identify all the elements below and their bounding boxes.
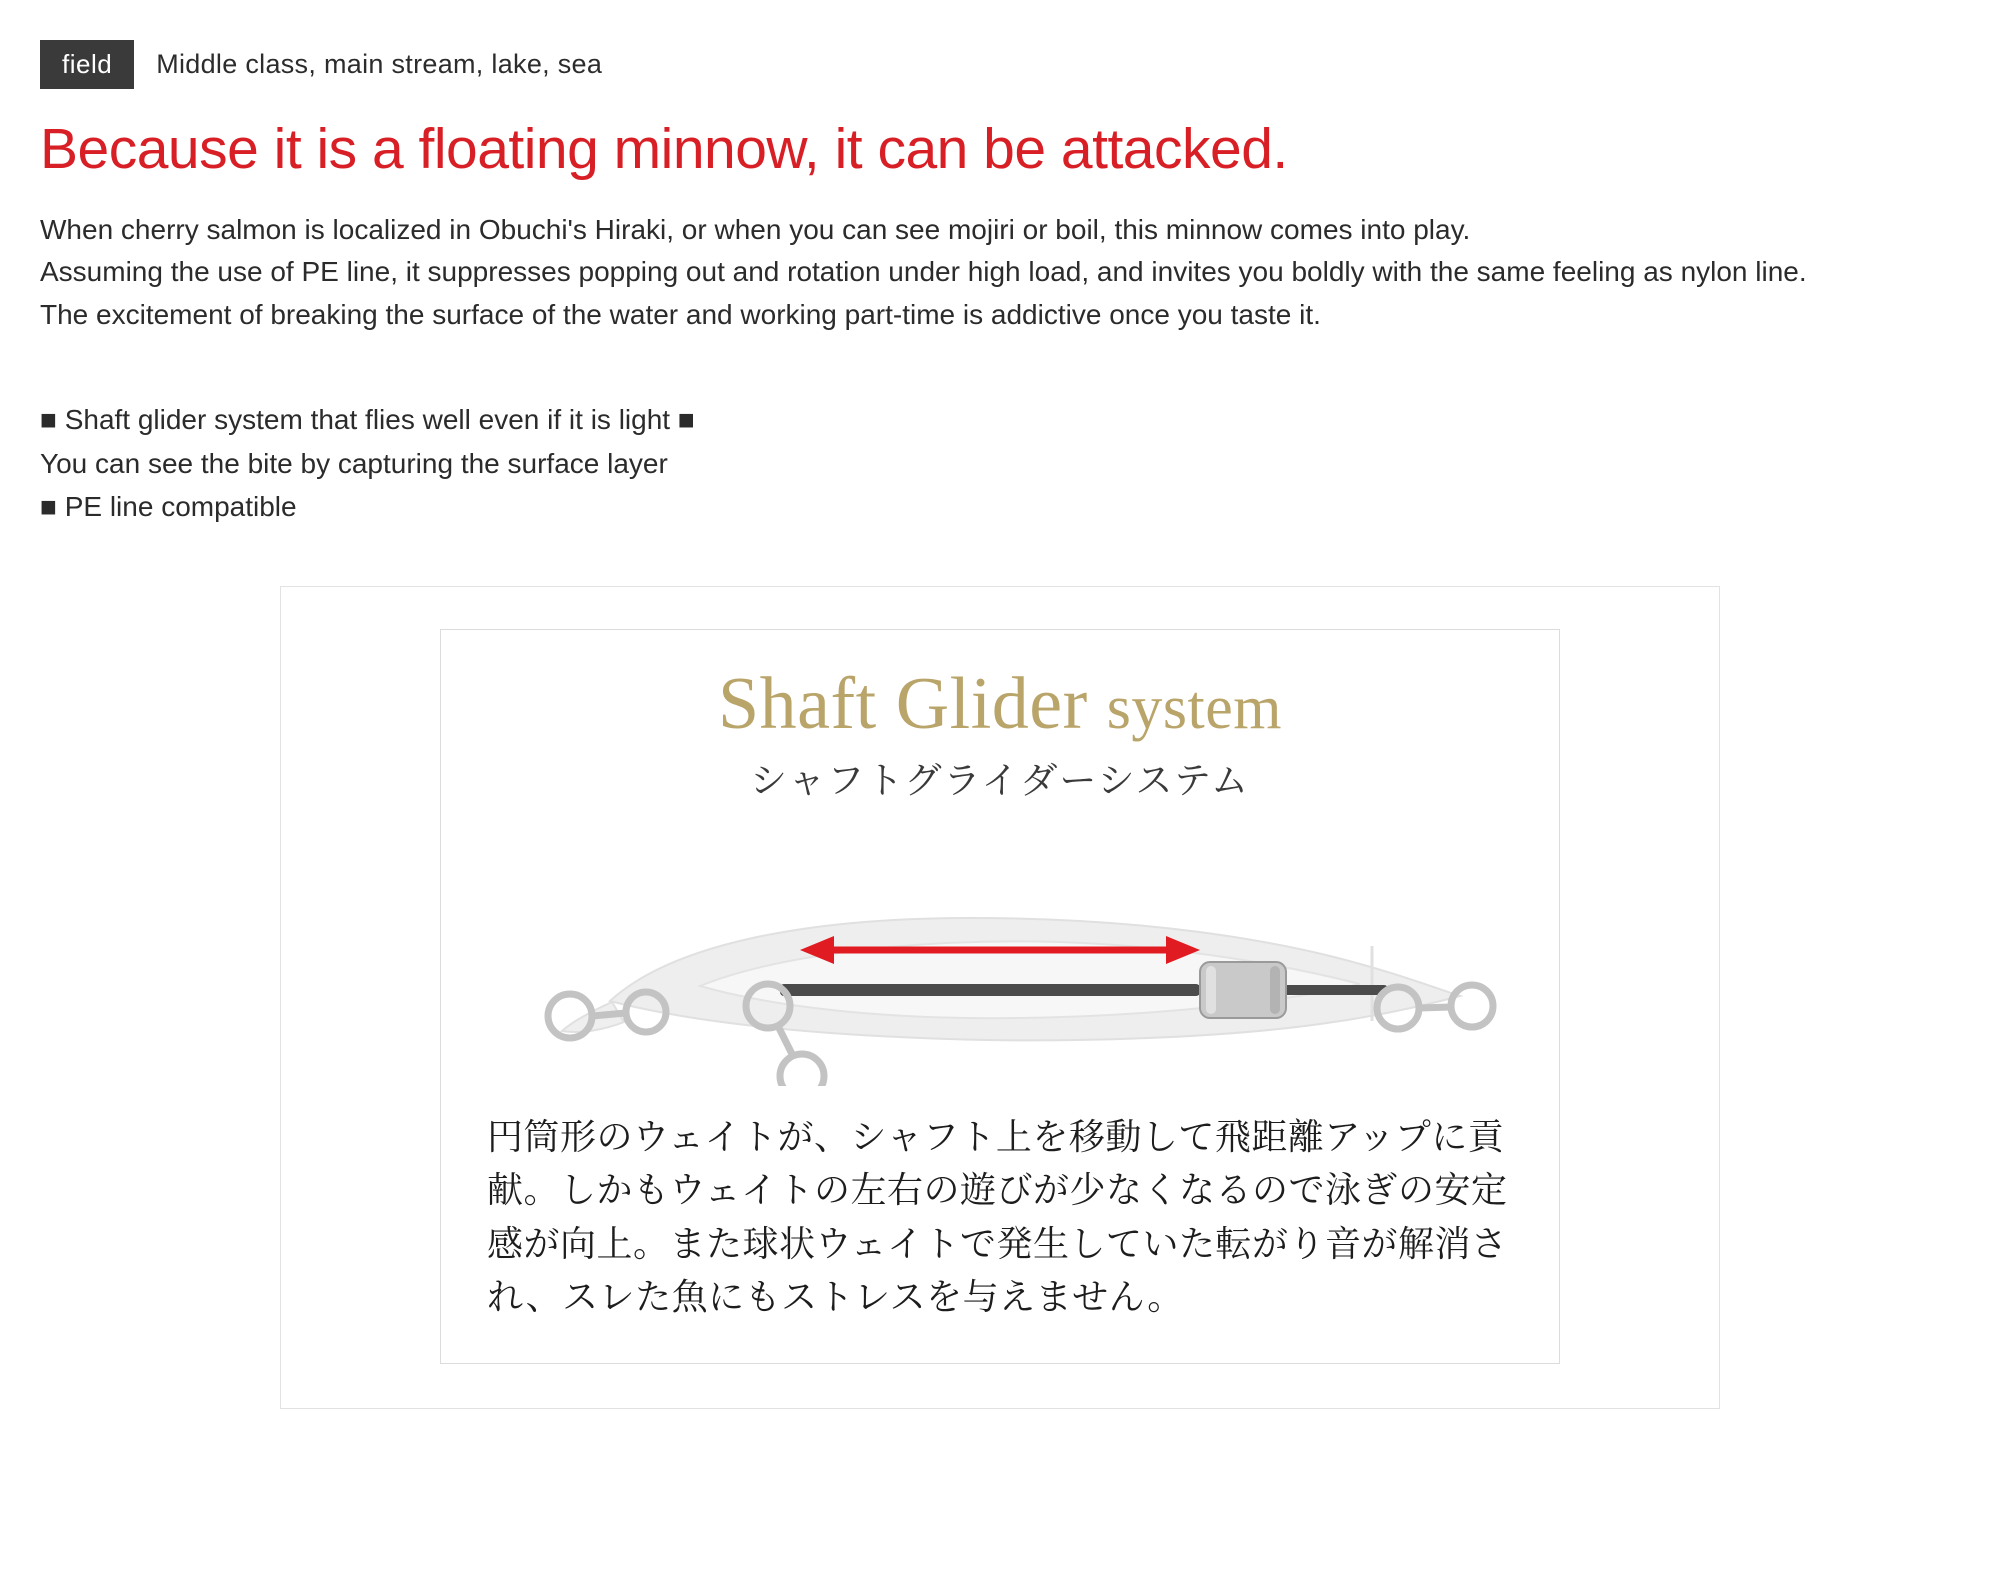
figure-inner-frame	[440, 629, 1560, 1364]
figure-caption-jp: 円筒形のウェイトが、シャフト上を移動して飛距離アップに貢献。しかもウェイトの左右の遊びが少なくなるので泳ぎの安定感が向上。また球状ウェイトで発生していた転がり音が解消され、スレた魚にもストレスを与えません。	[487, 1116, 1508, 1317]
field-row	[40, 40, 1960, 89]
body-paragraph-1: When cherry salmon is localized in Obuchi's Hiraki, or when you can see mojiri or boil, this minnow comes into play.	[40, 213, 1471, 245]
body-copy	[40, 209, 1960, 337]
body-paragraph-2: Assuming the use of PE line, it suppresses popping out and rotation under high load, and invites you boldly with the same feeling as nylon line.	[40, 256, 1807, 288]
shaft-glider-lure-diagram	[500, 826, 1500, 1086]
field-tag-badge: field	[40, 40, 134, 89]
bullet-item-1: ■ Shaft glider system that flies well even if it is light ■	[40, 404, 695, 436]
figure-subtitle-jp: シャフトグライダーシステム	[750, 760, 1250, 802]
field-value-text: Middle class, main stream, lake, sea	[156, 49, 603, 79]
cylindrical-weight	[1200, 962, 1286, 1018]
figure-title	[481, 663, 1519, 746]
figure-title-main: Shaft Glider	[718, 663, 1088, 746]
figure-container	[280, 586, 1720, 1409]
bullet-item-3: ■ PE line compatible	[40, 490, 297, 522]
bullet-item-2: You can see the bite by capturing the surface layer	[40, 447, 668, 479]
body-paragraph-3: The excitement of breaking the surface of the water and working part-time is addictive once you taste it.	[40, 298, 1321, 330]
page-title: Because it is a floating minnow, it can be attacked.	[40, 117, 1288, 181]
feature-bullet-list	[40, 398, 1960, 528]
shaft-rod	[780, 984, 1200, 996]
figure-title-sub: system	[1106, 674, 1282, 743]
